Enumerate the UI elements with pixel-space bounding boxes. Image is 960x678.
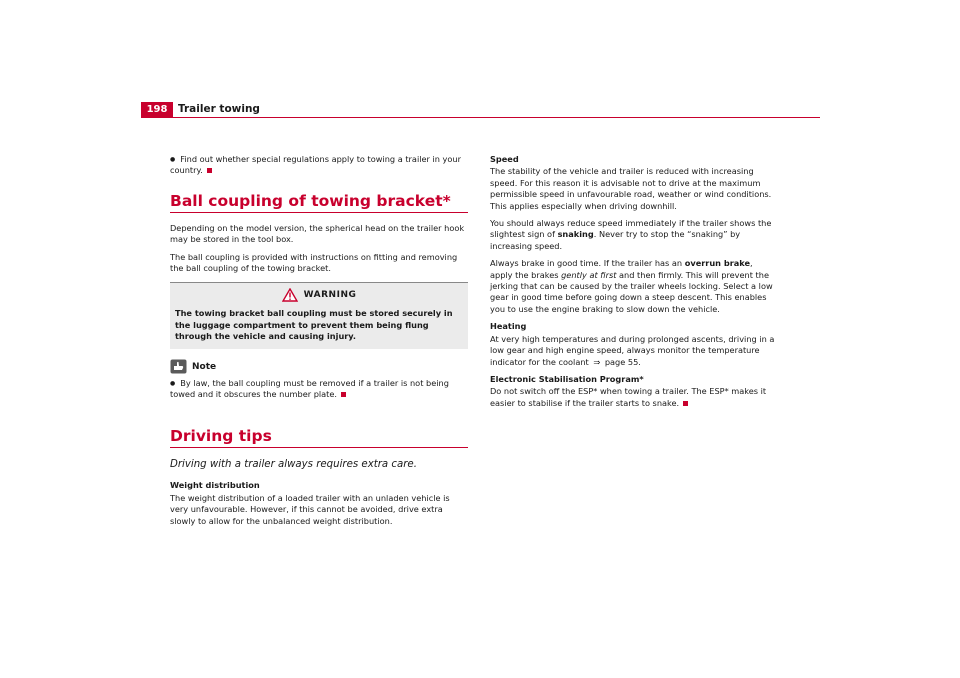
ball-paragraph-2: The ball coupling is provided with instructions on fitting and removing the ball coupling of the towing bracket. [170, 251, 458, 274]
section-heading-ball-coupling: Ball coupling of towing bracket* [170, 191, 468, 213]
driving-subtitle: Driving with a trailer always requires extra care. [170, 459, 417, 471]
intro-bullet: ● Find out whether special regulations apply to towing a trailer in your country. [170, 154, 468, 177]
warning-text: The towing bracket ball coupling must be stored securely in the luggage compartment to prevent them being flung through the vehicle and causing injury. [175, 308, 453, 342]
page-number: 198 [141, 102, 173, 118]
speed-paragraph-3: Always brake in good time. If the trailer has an overrun brake, apply the brakes gently at first and then firmly. This will prevent the jerking that can be caused by the trailer wheels locking. Select a low gear in good time before going down a steep descent. This enables you to use the engine braking to slow down the vehicle. [490, 258, 773, 314]
speed-paragraph-1: The stability of the vehicle and trailer is reduced with increasing speed. For this reason it is advisable not to drive at the maximum permissible speed in unfavourable road, weather or wind conditions. This applies especially when driving downhill. [490, 166, 772, 211]
esp-text: Do not switch off the ESP* when towing a trailer. The ESP* makes it easier to stabilise if the trailer starts to snake. [490, 386, 767, 408]
page-reference-arrow-icon: ⇒ [593, 356, 601, 367]
note-bullet: ● By law, the ball coupling must be removed if a trailer is not being towed and it obscures the number plate. [170, 378, 468, 401]
left-column [170, 154, 468, 533]
note-icon [170, 359, 187, 374]
end-mark-icon [683, 401, 688, 406]
warning-triangle-icon [282, 288, 298, 302]
end-mark-icon [207, 168, 212, 173]
right-column [490, 154, 775, 415]
note-title: Note [170, 359, 468, 374]
speed-heading: Speed [490, 154, 519, 164]
esp-heading: Electronic Stabilisation Program* [490, 373, 644, 384]
heating-heading: Heating [490, 321, 527, 332]
speed-paragraph-2: You should always reduce speed immediately if the trailer shows the slightest sign of snaking. Never try to stop the “snaking” by increasing speed. [490, 218, 772, 251]
end-mark-icon [341, 392, 346, 397]
page-reference-link[interactable]: page 55. [602, 356, 641, 367]
heating-text: At very high temperatures and during prolonged ascents, driving in a low gear and high engine speed, always monitor the temperature indicator for the coolant ⇒ page 55. [490, 333, 775, 367]
weight-distribution-heading: Weight distribution [170, 480, 260, 491]
ball-paragraph-1: Depending on the model version, the spherical head on the trailer hook may be stored in the tool box. [170, 222, 465, 245]
warning-box [170, 282, 468, 348]
running-header: Trailer towing [178, 103, 260, 115]
weight-distribution-text: The weight distribution of a loaded trailer with an unladen vehicle is very unfavourable. However, if this cannot be avoided, drive extra slowly to allow for the unbalanced weight distribution. [170, 492, 450, 526]
warning-title: WARNING [175, 288, 463, 302]
section-heading-driving-tips: Driving tips [170, 426, 468, 448]
header-rule [173, 117, 820, 118]
